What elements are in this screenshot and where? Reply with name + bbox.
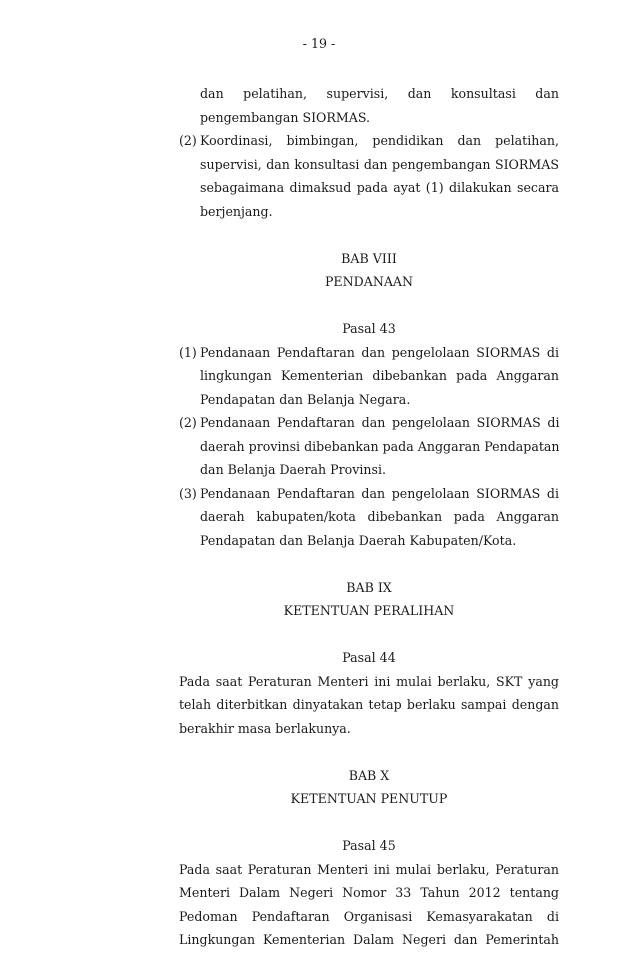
text-line: Pendapatan dan Belanja Daerah Kabupaten/Kota. bbox=[200, 532, 517, 548]
text-line: Pada saat Peraturan Menteri ini mulai berlaku, SKT yang bbox=[179, 673, 559, 689]
chapter-heading: BAB VIII bbox=[341, 250, 397, 266]
text-line: Menteri Dalam Negeri Nomor 33 Tahun 2012 tentang bbox=[179, 885, 559, 900]
article-paragraph bbox=[179, 670, 559, 741]
text-line: Pedoman Pendaftaran Organisasi Kemasyarakatan di bbox=[179, 908, 559, 924]
chapter-heading: BAB X bbox=[348, 767, 390, 783]
ayat-number: (2) bbox=[179, 133, 197, 148]
text-line: dan Belanja Daerah Provinsi. bbox=[200, 462, 386, 477]
chapter-title: KETENTUAN PERALIHAN bbox=[283, 603, 455, 618]
text-line: Pada saat Peraturan Menteri ini mulai berlaku, Peraturan bbox=[179, 861, 559, 877]
text-line: lingkungan Kementerian dibebankan pada Anggaran bbox=[200, 368, 559, 383]
article-heading: Pasal 44 bbox=[342, 650, 396, 665]
text-line: berakhir masa berlakunya. bbox=[179, 720, 351, 736]
text-line: Lingkungan Kementerian Dalam Negeri dan Pemerintah bbox=[179, 932, 559, 947]
chapter-title: KETENTUAN PENUTUP bbox=[290, 791, 448, 806]
ayat-3 bbox=[179, 482, 559, 553]
ayat-2 bbox=[179, 129, 559, 223]
text-line: dan pelatihan, supervisi, dan konsultasi dan bbox=[200, 86, 559, 101]
text-line: Pendanaan Pendaftaran dan pengelolaan SIORMAS di bbox=[200, 344, 559, 360]
chapter-title: PENDANAAN bbox=[324, 274, 414, 289]
text-line: daerah provinsi dibebankan pada Anggaran Pendapatan bbox=[200, 438, 560, 454]
text-line: sebagaimana dimaksud pada ayat (1) dilakukan secara bbox=[200, 180, 559, 195]
article-heading: Pasal 45 bbox=[342, 838, 396, 853]
text-line: Koordinasi, bimbingan, pendidikan dan pelatihan, bbox=[200, 133, 559, 148]
ayat-number: (1) bbox=[179, 344, 197, 360]
ayat-number: (3) bbox=[179, 485, 197, 501]
document-body bbox=[179, 82, 559, 952]
text-line: daerah kabupaten/kota dibebankan pada Anggaran bbox=[200, 509, 559, 524]
text-line: berjenjang. bbox=[200, 203, 273, 219]
article-heading: Pasal 43 bbox=[342, 321, 396, 336]
text-line: Pendapatan dan Belanja Negara. bbox=[200, 391, 411, 407]
text-line: Pendanaan Pendaftaran dan pengelolaan SIORMAS di bbox=[200, 485, 559, 501]
continuation-paragraph bbox=[179, 82, 559, 129]
text-line: supervisi, dan konsultasi dan pengembangan SIORMAS bbox=[200, 156, 559, 172]
ayat-number: (2) bbox=[179, 415, 197, 430]
text-line: pengembangan SIORMAS. bbox=[200, 109, 371, 125]
text-line: Pendanaan Pendaftaran dan pengelolaan SIORMAS di bbox=[200, 415, 560, 430]
text-line: telah diterbitkan dinyatakan tetap berlaku sampai dengan bbox=[179, 697, 559, 712]
ayat-1 bbox=[179, 341, 559, 412]
page-number: - 19 - bbox=[302, 36, 336, 51]
article-paragraph bbox=[179, 858, 559, 952]
ayat-2 bbox=[179, 411, 559, 482]
chapter-heading: BAB IX bbox=[346, 579, 392, 595]
